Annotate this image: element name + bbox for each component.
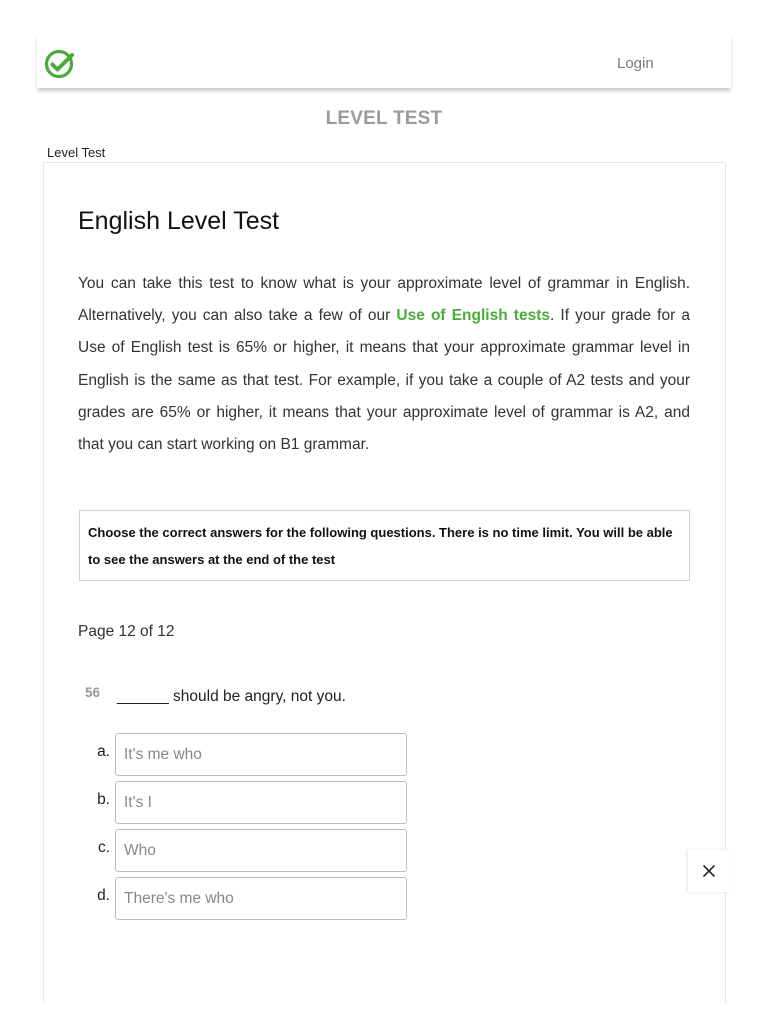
answer-option[interactable]: There's me who: [115, 877, 407, 920]
close-icon: [703, 865, 715, 877]
option-letter: a.: [97, 743, 110, 760]
breadcrumb[interactable]: Level Test: [47, 145, 106, 160]
test-title: English Level Test: [78, 207, 280, 235]
answer-option[interactable]: It's me who: [115, 733, 407, 776]
page-indicator: Page 12 of 12: [78, 623, 175, 640]
intro-text-1: You can take this test to know what is your approximate level of grammar in English. Alternatively, you can also take a few of our: [78, 275, 690, 325]
use-of-english-link[interactable]: Use of English tests: [396, 307, 550, 325]
answer-option[interactable]: Who: [115, 829, 407, 872]
close-button[interactable]: [688, 850, 730, 892]
test-card: [43, 162, 726, 1003]
option-letter: c.: [97, 839, 110, 856]
instructions-box: Choose the correct answers for the following questions. There is no time limit. You will be able to see the answers at the end of the test: [79, 510, 690, 581]
intro-paragraph: [78, 268, 690, 461]
check-circle-icon[interactable]: [44, 49, 74, 79]
option-letter: d.: [97, 887, 110, 904]
intro-text-2: . If your grade for a Use of English test is 65% or higher, it means that your approximate grammar level in English is the same as that test. For example, if you take a couple of A2 tests and your grades are 65% or higher, it means that your approximate level of grammar is A2, and that you can start working on B1 grammar.: [78, 307, 690, 454]
question-number: 56: [85, 685, 101, 700]
question-text: ______ should be angry, not you.: [117, 688, 346, 705]
answer-option[interactable]: It's I: [115, 781, 407, 824]
page-heading: LEVEL TEST: [325, 108, 443, 129]
site-header: [37, 32, 731, 88]
option-letter: b.: [97, 791, 110, 808]
login-link[interactable]: Login: [617, 55, 654, 72]
